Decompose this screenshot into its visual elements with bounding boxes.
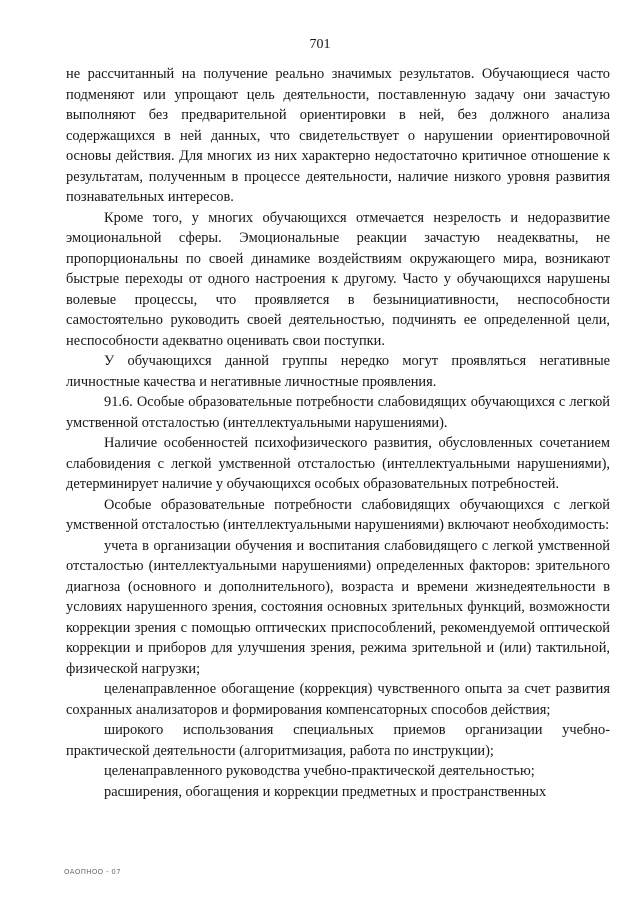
list-item-2: целенаправленное обогащение (коррекция) чувственного опыта за счет развития сохранных анализаторов и формирования компенсаторных способов действия; [66,681,610,718]
paragraph-5: Наличие особенностей психофизического развития, обусловленных сочетанием слабовидения с легкой умственной отсталостью (интеллектуальными нарушениями), детерминирует наличие у обучающихся особых образовательных потребностей. [66,435,610,492]
paragraph-1: не рассчитанный на получение реально значимых результатов. Обучающиеся часто подменяют или упрощают цель деятельности, поставленную задачу они зачастую выполняют без предварительной ориентировки в ней, без должного анализа содержащихся в ней данных, что свидетельствует о нарушении ориентировочной основы действия. Для многих из них характерно недостаточно критичное отношение к результатам, полученным в процессе деятельности, наличие низкого уровня развития познавательных интересов. [66,66,610,205]
page-number: 701 [309,37,331,52]
paragraph-2: Кроме того, у многих обучающихся отмечается незрелость и недоразвитие эмоциональной сферы. Эмоциональные реакции зачастую неадекватны, не пропорциональны по своей динамике воздействиям окружающего мира, возникают быстрые переходы от одного настроения к другому. Часто у обучающихся нарушены волевые процессы, что проявляется в безынициативности, неспособности самостоятельно руководить своей деятельностью, подчинять ее определенной цели, неспособности адекватно оценивать свои поступки. [66,209,610,349]
list-item-1: учета в организации обучения и воспитания слабовидящего с легкой умственной отсталостью (интеллектуальными нарушениями) определенных факторов: зрительного диагноза (основного и дополнительного), возраста и времени жизнедеятельности в условиях нарушенного зрения, состояния основных зрительных функций, возможности коррекции зрения с помощью оптических приспособлений, рекомендуемой оптической коррекции и приборов для улучшения зрения, режима зрительной и (или) тактильной, физической нагрузки; [66,537,610,677]
document-stamp: ОАОПНОО - 07 [64,868,121,876]
list-item-3: широкого использования специальных приемов организации учебно-практической деятельности (алгоритмизация, работа по инструкции); [66,722,610,759]
body-text [66,64,610,802]
list-item-5: расширения, обогащения и коррекции предметных и пространственных [104,783,547,800]
list-item-4: целенаправленного руководства учебно-практической деятельностью; [104,763,535,779]
paragraph-6: Особые образовательные потребности слабовидящих обучающихся с легкой умственной отсталостью (интеллектуальными нарушениями) включают необходимость: [66,496,610,533]
paragraph-3: У обучающихся данной группы нередко могут проявляться негативные личностные качества и негативные личностные проявления. [66,353,610,390]
section-heading-91-6: 91.6. Особые образовательные потребности слабовидящих обучающихся с легкой умственной отсталостью (интеллектуальными нарушениями). [66,394,610,431]
